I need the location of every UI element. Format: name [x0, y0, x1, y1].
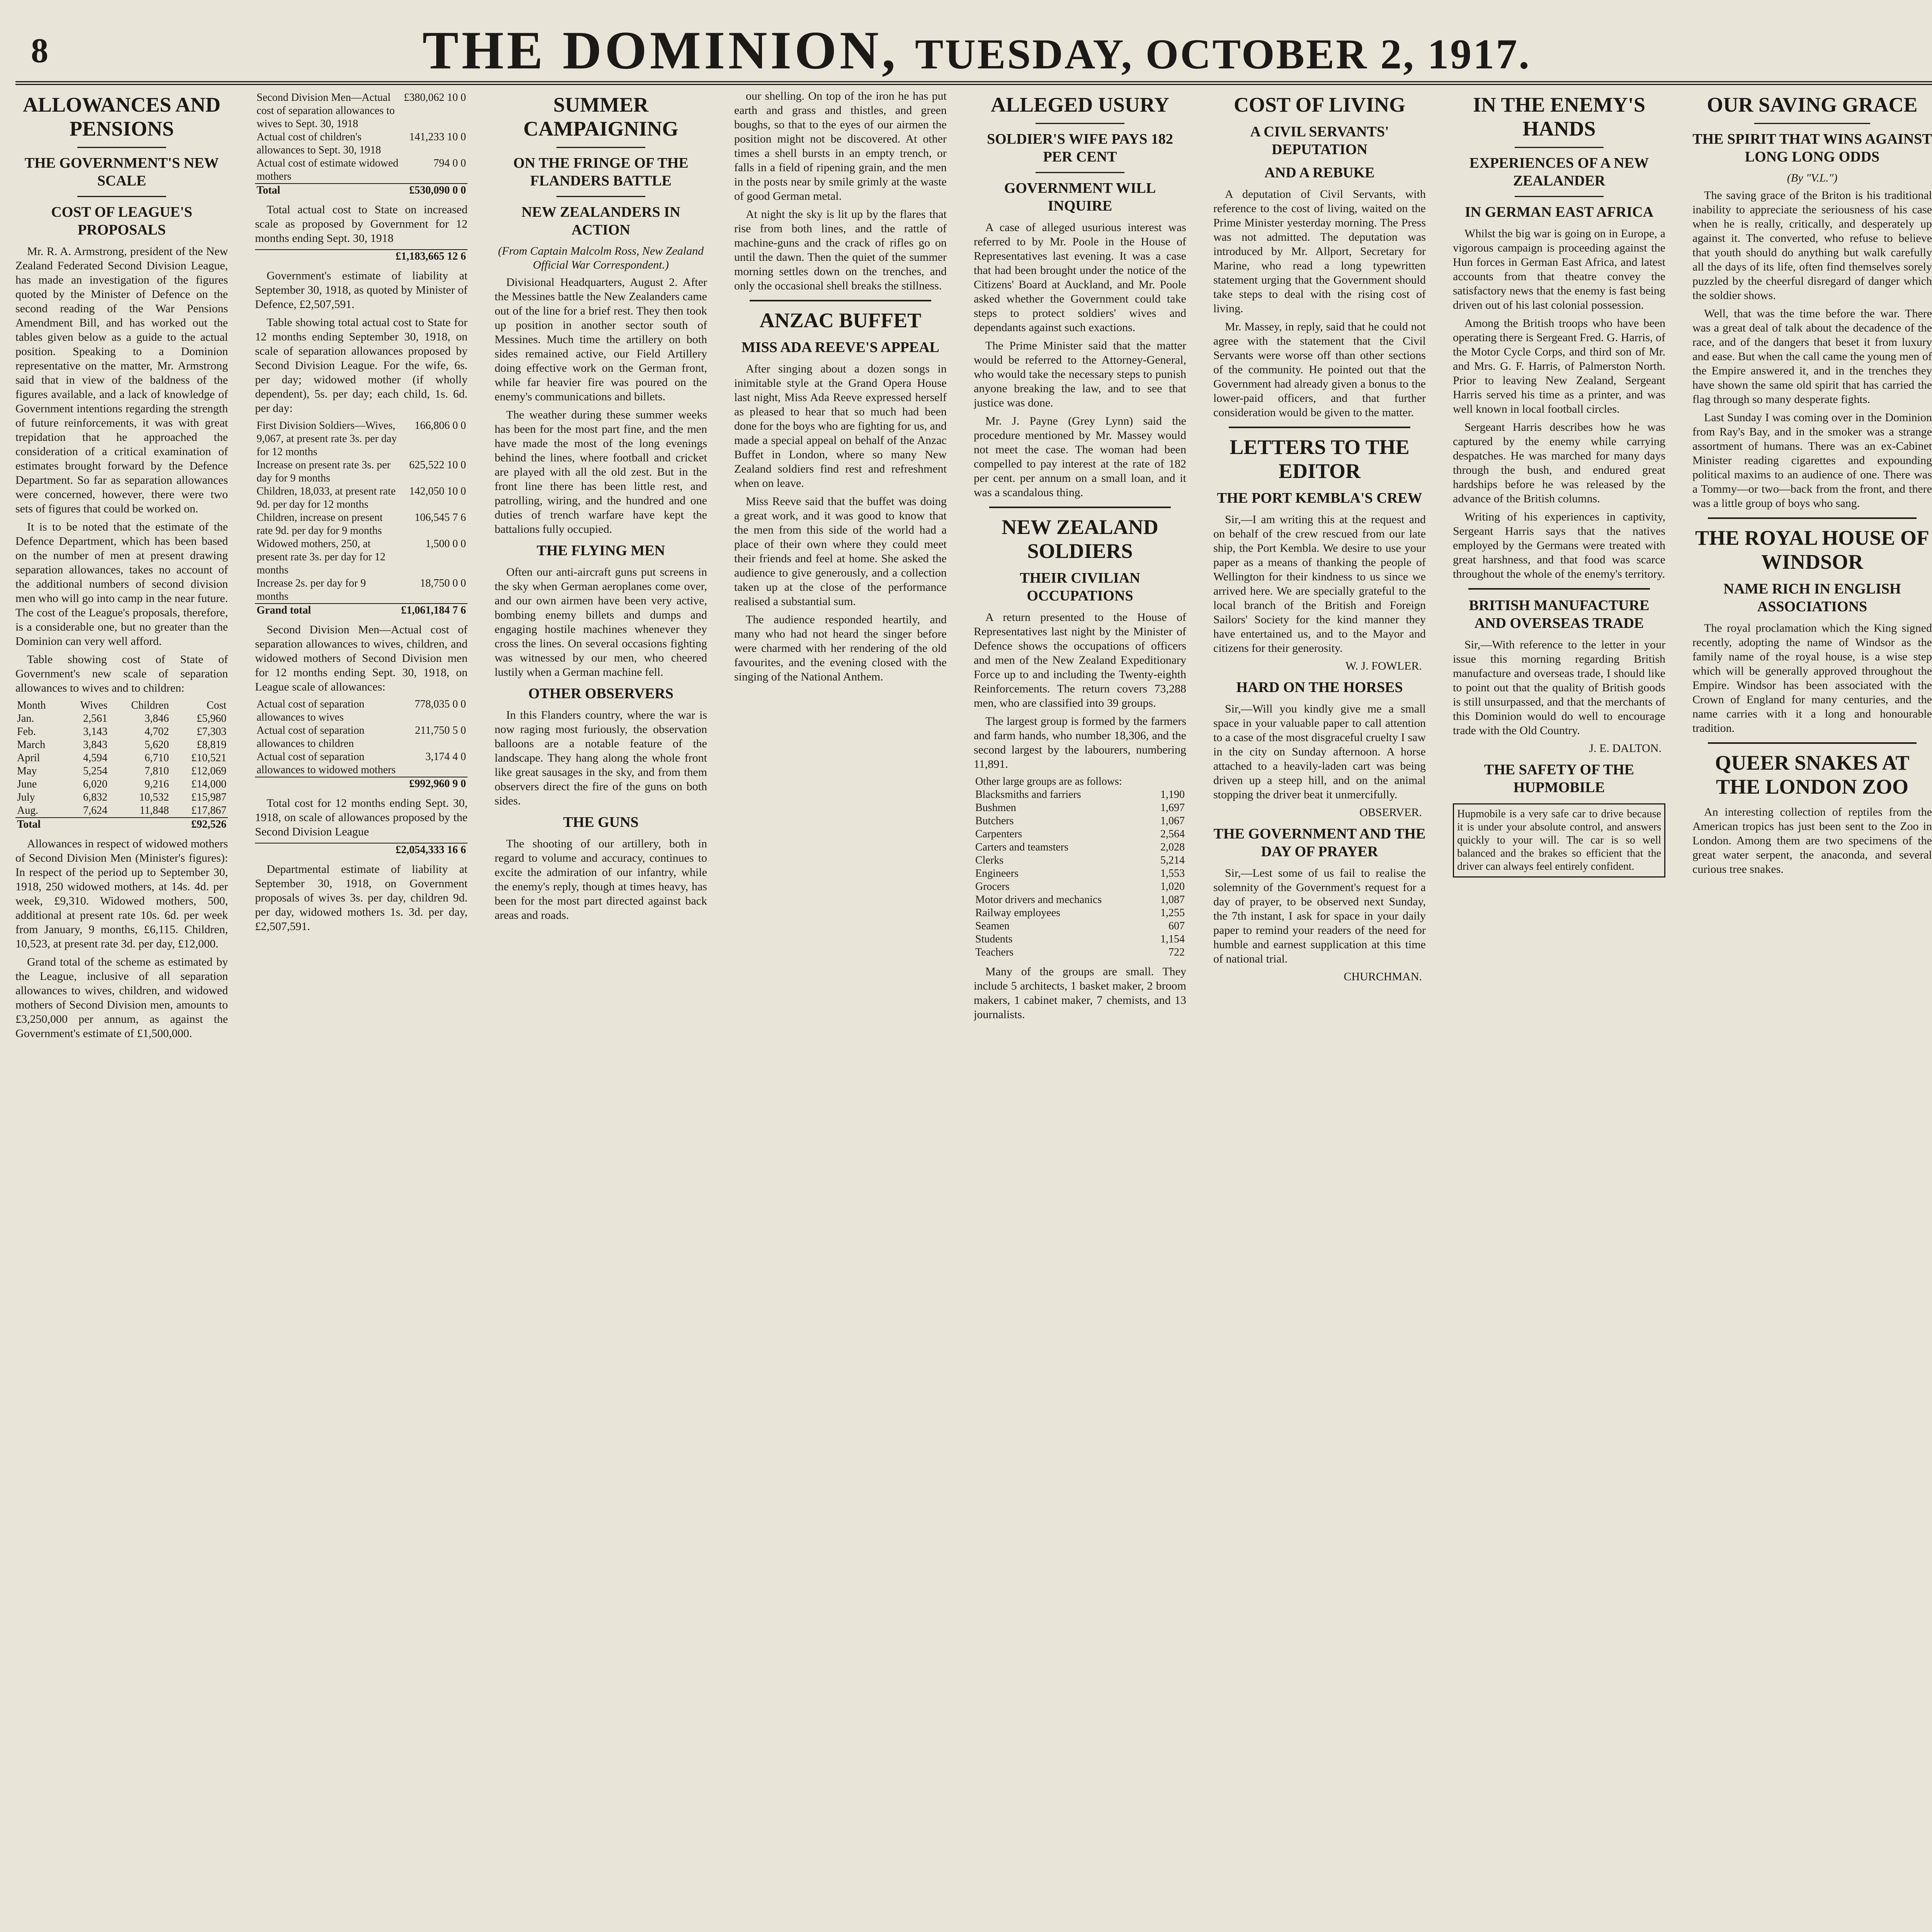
table-cell: 6,020	[83, 778, 108, 790]
column-cost-of-living	[1213, 89, 1426, 1932]
divider	[77, 147, 166, 148]
cost-table	[255, 91, 468, 197]
headline-royal-house: THE ROYAL HOUSE OF WINDSOR	[1695, 526, 1929, 573]
table-header: Children	[131, 699, 169, 711]
table-header: Wives	[80, 699, 108, 711]
article-paragraph: Government's estimate of liability at September 30, 1918, as quoted by Minister of Defence, £2,507,591.	[255, 269, 468, 311]
page-number: 8	[31, 32, 48, 70]
subhead: THE GOVERNMENT AND THE DAY OF PRAYER	[1213, 826, 1426, 860]
table-cell: 7,810	[145, 765, 169, 777]
table-cell: Actual cost of separation allowances to widowed mothers	[257, 751, 396, 776]
table-cell: 2,561	[83, 713, 108, 724]
table-row	[15, 765, 228, 778]
table-cell	[255, 250, 264, 263]
table-cell: £380,062 10 0	[404, 92, 466, 104]
occupations-table	[974, 775, 1186, 959]
divider	[556, 147, 645, 148]
headline-alleged-usury: ALLEGED USURY	[991, 93, 1169, 116]
table-cell: 6,710	[145, 752, 169, 764]
table-row	[255, 511, 468, 537]
divider	[1708, 742, 1917, 744]
divider	[1515, 147, 1604, 148]
letter-paragraph: Sir,—Will you kindly give me a small space in your valuable paper to call attention to a case of the most disgraceful cruelty I saw in the city on Sunday afternoon. A horse attached to a heavily-laden cart was being driven up a steep hill, and on the animal stopping the driver beat it unmercifully.	[1213, 702, 1426, 801]
table-cell: Motor drivers and mechanics	[975, 894, 1102, 906]
table-cell: 106,545 7 6	[415, 512, 466, 524]
allowance-table	[15, 699, 228, 831]
divider	[1754, 123, 1870, 124]
table-cell: Carpenters	[975, 828, 1022, 840]
article-paragraph: Among the British troops who have been operating there is Sergeant Fred. G. Harris, of the Motor Cycle Corps, and third son of Mr. and Mrs. G. F. Harris, of Palmerston North. Prior to leaving New Zealand, Sergeant Harris served his time as a printer, and was well known in local football circles.	[1453, 317, 1665, 415]
table-cell: Blacksmiths and farriers	[975, 789, 1081, 801]
table-row	[255, 577, 468, 604]
table-row	[15, 778, 228, 791]
letter-signature: J. E. DALTON.	[1589, 742, 1662, 755]
headline-nz-soldiers: NEW ZEALAND SOLDIERS	[1002, 515, 1158, 563]
table-row	[255, 459, 468, 485]
article-paragraph: Miss Reeve said that the buffet was doing a great work, and it was good to know that the men from this side of the world had a place of their own where they could meet their friends and feel at home. She asked the audience to give generously, and a collection taken up at the close of the performance realised a substantial sum.	[734, 495, 947, 608]
divider	[1229, 427, 1410, 428]
column-allowance-figures	[255, 89, 468, 1932]
article-paragraph: The largest group is formed by the farmers and farm hands, who number 18,306, and the second largest by the labourers, numbering 11,891.	[974, 715, 1186, 770]
article-paragraph: The Prime Minister said that the matter would be referred to the Attorney-General, who would take the necessary steps to punish anyone breaking the law, and to see that justice was done.	[974, 339, 1186, 409]
article-paragraph: Sergeant Harris describes how he was captured by the enemy while carrying despatches. He was marched for many days through the bush, and endured great hardships before he was released by the advance of the British columns.	[1453, 421, 1665, 505]
table-cell: Actual cost of children's allowances to Sept. 30, 1918	[257, 131, 381, 156]
newspaper-name: THE DOMINION,	[422, 20, 899, 80]
article-paragraph: Many of the groups are small. They include 5 architects, 1 basket maker, 2 broom makers, 1 cabinet maker, 7 chemists, and 13 journalists.	[974, 965, 1186, 1021]
table-row	[974, 933, 1186, 946]
table-cell: Carters and teamsters	[975, 841, 1069, 853]
divider	[1468, 588, 1650, 590]
table-row	[974, 867, 1186, 880]
table-cell: 794 0 0	[434, 157, 466, 169]
article-paragraph: After singing about a dozen songs in inimitable style at the Grand Opera House last night, Miss Ada Reeve expressed herself as pleased to hear that so much had been done for the boys who are fighting for us, and made a special appeal on behalf of the Anzac Buffet in London, where so many New Zealand soldiers find rest and refreshment when on leave.	[734, 362, 947, 490]
letter-signature: W. J. FOWLER.	[1345, 660, 1422, 672]
table-row	[15, 738, 228, 752]
table-cell: 142,050 10 0	[409, 485, 466, 497]
article-paragraph: Writing of his experiences in captivity, Sergeant Harris says that the natives employed by the Germans were treated with great harshness, and that food was scarce throughout the whole of the enemy's territory.	[1453, 510, 1665, 580]
column-alleged-usury	[974, 89, 1186, 1932]
table-row	[974, 788, 1186, 801]
subhead: MISS ADA REEVE'S APPEAL	[741, 339, 940, 355]
article-paragraph: A return presented to the House of Representatives last night by the Minister of Defence shows the occupations of officers and men of the New Zealand Expeditionary Force up to and including the Twenty-eighth Reinforcements. The return covers 73,288 men, who are classified into 39 groups.	[974, 611, 1186, 709]
table-row	[974, 880, 1186, 893]
table-row	[15, 752, 228, 765]
table-row	[15, 725, 228, 738]
table-cell: 7,624	[83, 804, 108, 816]
table-cell: 211,750 5 0	[415, 724, 466, 736]
column-summer-campaigning	[495, 89, 707, 1932]
table-cell: 1,190	[1160, 789, 1185, 801]
article-paragraph: The audience responded heartily, and many who had not heard the singer before were charmed with her rendering of the old favourites, and the evening closed with the singing of the National Anthem.	[734, 613, 947, 683]
table-cell: 625,522 10 0	[409, 459, 466, 471]
table-cell: Jan.	[17, 713, 34, 724]
table-cell: Feb.	[17, 726, 36, 738]
article-paragraph: Well, that was the time before the war. There was a great deal of talk about the decadence of the race, and of the dangers that beset it from luxury and ease. But when the call came the young men of the Empire answered it, and in the trenches they have shown the same old spirit that has carried the flag through so many desperate fights.	[1692, 307, 1932, 406]
divider	[1036, 172, 1124, 173]
table-cell: 722	[1168, 946, 1185, 958]
article-paragraph: Divisional Headquarters, August 2. After the Messines battle the New Zealanders came out of the line for a brief rest. They then took up position in another sector south of Messines. Much time the artillery on both sides remained active, our Field Artillery doing effective work on the German front, while far heavier fire was poured on the enemy's communications and billets.	[495, 276, 707, 403]
table-cell	[255, 777, 408, 791]
subhead: NEW ZEALANDERS IN ACTION	[521, 204, 680, 238]
table-cell: £2,054,333 16 6	[264, 843, 468, 857]
letter-signature: OBSERVER.	[1359, 806, 1422, 819]
table-cell: 1,067	[1160, 815, 1185, 827]
table-cell: 3,843	[83, 739, 108, 751]
article-paragraph: Whilst the big war is going on in Europe, a vigorous campaign is proceeding against the Hun forces in German East Africa, and latest accounts from that theatre convey the satisfactory news that the enemy is fast being driven out of his last colonial possession.	[1453, 227, 1665, 311]
table-cell: Bushmen	[975, 802, 1016, 814]
table-header: Month	[17, 699, 46, 711]
headline-enemy-hands: IN THE ENEMY'S HANDS	[1473, 93, 1646, 140]
table-row	[974, 946, 1186, 959]
table-row	[15, 712, 228, 725]
table-row	[974, 775, 1186, 788]
table-row	[974, 906, 1186, 920]
subhead: BRITISH MANUFACTURE AND OVERSEAS TRADE	[1469, 597, 1650, 631]
table-cell: £10,521	[191, 752, 226, 764]
table-row	[255, 131, 468, 157]
table-cell: £8,819	[197, 739, 226, 751]
article-paragraph: In this Flanders country, where the war is now raging most furiously, the observation balloons are a notable feature of the landscape. They hang along the whole front like great sausages in the sky, and from them observers direct the fire of the guns on both sides.	[495, 709, 707, 807]
article-paragraph: Grand total of the scheme as estimated by the League, inclusive of all separation allowances to wives, children, and widowed mothers of Second Division men, amounts to £3,250,000 per annum, as against the Government's estimate of £1,500,000.	[15, 956, 228, 1040]
table-cell: £1,183,665 12 6	[264, 250, 468, 263]
table-cell: Actual cost of separation allowances to wives	[257, 698, 365, 723]
subhead: THEIR CIVILIAN OCCUPATIONS	[1020, 570, 1140, 604]
table-total-row	[255, 184, 468, 197]
table-cell: £17,867	[191, 804, 226, 816]
table-cell: £992,960 9 0	[408, 777, 468, 791]
headline-saving-grace: OUR SAVING GRACE	[1707, 93, 1918, 116]
table-row	[15, 791, 228, 804]
article-paragraph: Table showing cost of State of Government's new scale of separation allowances to wives and to children:	[15, 653, 228, 694]
table-cell: Engineers	[975, 867, 1019, 879]
headline-anzac-buffet: ANZAC BUFFET	[759, 309, 922, 332]
table-cell: 1,553	[1160, 867, 1185, 879]
article-paragraph: Mr. Massey, in reply, said that he could not agree with the statement that the Civil Servants were worse off than other sections of the community. He pointed out that the Government had already given a bonus to the lower-paid officers, and that further consideration would be given to the matter.	[1213, 320, 1426, 419]
divider	[1036, 123, 1124, 124]
table-cell: May	[17, 765, 37, 777]
subhead: AND A REBUKE	[1264, 165, 1375, 181]
table-cell: 2,564	[1160, 828, 1185, 840]
table-cell: £15,987	[191, 791, 226, 803]
article-paragraph: The shooting of our artillery, both in regard to volume and accuracy, continues to excite the admiration of our infantry, while the enemy's reply, though at times heavy, has been for the most part directed against back areas and roads.	[495, 837, 707, 922]
divider	[77, 196, 166, 197]
column-allowances	[15, 89, 228, 1932]
article-paragraph: Second Division Men—Actual cost of separation allowances to wives, children, and widowed mothers of Second Division men for 12 months ending Sept. 30, 1918, on League scale of allowances:	[255, 623, 468, 693]
article-paragraph: A case of alleged usurious interest was referred to by Mr. Poole in the House of Representatives last evening. It was a case that had been brought under the notice of the Citizens' Board at Auckland, and Mr. Poole asked whether the Government could take steps to protect soldiers' wives and dependants against such exactions.	[974, 221, 1186, 334]
article-paragraph: Mr. R. A. Armstrong, president of the New Zealand Federated Second Division League, has made an investigation of the figures quoted by the Minister of Defence on the second reading of the War Pensions Amendment Bill, and has worked out the tables given below as a guide to the actual position. Speaking to a Dominion representative on the matter, Mr. Armstrong said that in view of the baldness of the figures available, and a lack of knowledge of Government intentions regarding the strength of future reinforcements, it was with great trepidation that he approached the consideration of a critical examination of estimates brought forward by the Defence Department. So far as separation allowances were concerned, however, there were two sets of figures that could be worked on.	[15, 245, 228, 515]
letter-paragraph: Sir,—Lest some of us fail to realise the solemnity of the Government's request for a day of prayer, to be observed next Sunday, the 7th instant, I ask for space in your daily paper to remind your readers of the need for humble and earnest supplication at this time of national trial.	[1213, 867, 1426, 965]
table-total-row	[15, 818, 228, 831]
table-cell: June	[17, 778, 37, 790]
table-cell: 1,087	[1160, 894, 1185, 906]
article-paragraph: The saving grace of the Briton is his traditional inability to appreciate the seriousness of his case when he is really, critically, and desperately up against it. The converted, who refuse to believe that youth should do anything but walk carefully all the days of its life, often find themselves sorely puzzled by the cheerful disregard of danger which the soldier shows.	[1692, 189, 1932, 302]
table-row	[255, 537, 468, 577]
table-cell: Railway employees	[975, 907, 1061, 919]
table-cell: 5,254	[83, 765, 108, 777]
article-paragraph: Table showing total actual cost to State for 12 months ending September 30, 1918, on scale of separation allowances proposed by Second Division League. For the wife, 6s. per day; widowed mother (if wholly dependent), 5s. per day; each child, 1s. 6d. per day:	[255, 316, 468, 415]
table-cell: Widowed mothers, 250, at present rate 3s. per day for 12 months	[257, 538, 386, 576]
table-total-row	[255, 604, 468, 617]
table-header: Cost	[206, 699, 226, 711]
table-total-row	[255, 250, 468, 263]
table-row	[974, 828, 1186, 841]
table-cell: Teachers	[975, 946, 1014, 958]
table-cell: First Division Soldiers—Wives, 9,067, at present rate 3s. per day for 12 months	[257, 420, 397, 458]
letter-signature: CHURCHMAN.	[1344, 970, 1422, 983]
headline-letters: LETTERS TO THE EDITOR	[1230, 435, 1410, 483]
table-header-row	[15, 699, 228, 712]
divider	[556, 196, 645, 197]
table-cell: £5,960	[197, 713, 226, 724]
column-enemy-hands	[1453, 89, 1665, 1932]
subhead: THE GUNS	[563, 814, 639, 830]
table-cell: 1,255	[1160, 907, 1185, 919]
article-paragraph: At night the sky is lit up by the flares that rise from both lines, and the rattle of machine-guns and the crack of rifles go on until the dawn. Then the quiet of the summer morning settles down on the trenches, and only the occasional shell breaks the stillness.	[734, 208, 947, 292]
table-total-row	[255, 843, 468, 857]
subhead: OTHER OBSERVERS	[528, 685, 673, 702]
table-cell	[255, 843, 264, 857]
table-cell: Increase on present rate 3s. per day for 9 months	[257, 459, 391, 484]
article-paragraph: The royal proclamation which the King signed recently, adopting the name of Windsor as the family name of the royal house, is a wise step which will be generally approved throughout the Empire. Windsor has been associated with the Crown of England for many centuries, and the name carries with it a long and honourable tradition.	[1692, 622, 1932, 735]
divider	[989, 507, 1171, 508]
issue-date: TUESDAY, OCTOBER 2, 1917.	[915, 31, 1531, 78]
table-cell: April	[17, 752, 40, 764]
cost-table	[255, 698, 468, 791]
subhead: COST OF LEAGUE'S PROPOSALS	[51, 204, 192, 238]
table-cell: £1,061,184 7 6	[400, 604, 468, 617]
table-cell: March	[17, 739, 46, 751]
letter-paragraph: Sir,—With reference to the letter in your issue this morning regarding British manufacture and overseas trade, I should like to point out that the quality of British goods is still unsurpassed, and that the merchants of this Dominion would do well to encourage trade with the Old Country.	[1453, 638, 1665, 737]
table-cell: Actual cost of separation allowances to children	[257, 724, 365, 750]
table-cell: Total	[15, 818, 63, 831]
headline-allowances: ALLOWANCES AND PENSIONS	[23, 93, 221, 140]
letter-paragraph: Sir,—I am writing this at the request and on behalf of the crew rescued from our late ship, the Port Kembla. We desire to use your paper as a means of thanking the people of Wellington for their kindness to us since we arrived here. We are specially grateful to the local branch of the British and Foreign Sailors' Society for the kind manner they have entertained us, and to the Mayor and citizens for their generosity.	[1213, 513, 1426, 655]
subhead: THE PORT KEMBLA'S CREW	[1217, 490, 1422, 506]
table-cell: Grand total	[255, 604, 400, 617]
article-paragraph: Mr. J. Payne (Grey Lynn) said the procedure mentioned by Mr. Massey would not meet the case. The woman had been compelled to pay interest at the rate of 182 per cent. per annum on a small loan, and it was a scandalous thing.	[974, 415, 1186, 499]
cost-table	[255, 249, 468, 263]
table-total-row	[255, 777, 468, 791]
table-cell: 607	[1168, 920, 1185, 932]
table-cell: Grocers	[975, 881, 1010, 893]
article-paragraph: Total actual cost to State on increased scale as proposed by Government for 12 months ending Sept. 30, 1918	[255, 203, 468, 245]
table-cell: Total	[255, 184, 402, 197]
article-paragraph: Allowances in respect of widowed mothers of Second Division Men (Minister's figures): In respect of the period up to September 30, 1918, 250 widowed mothers, at 14s. 4d. per week, £9,310. Widowed mothers, 500, additional at present rate 10s. 6d. per week from January, 9 months, £6,115. Children, 10,523, at present rate 3d. per day, £12,000.	[15, 837, 228, 950]
table-cell: 18,750 0 0	[420, 577, 466, 589]
table-row	[255, 698, 468, 724]
divider	[1708, 517, 1917, 519]
article-paragraph: It is to be noted that the estimate of the Defence Department, which has been based on the number of men at present drawing separation allowances, takes no account of the additional numbers of second division men who will go into camp in the near future. The cost of the League's proposals, therefore, is a considerable one, but no greater than the Dominion can very well afford.	[15, 520, 228, 648]
table-cell: 3,174 4 0	[425, 751, 466, 763]
table-cell: Seamen	[975, 920, 1010, 932]
article-paragraph: Total cost for 12 months ending Sept. 30, 1918, on scale of allowances proposed by the Second Division League	[255, 797, 468, 838]
subhead: NAME RICH IN ENGLISH ASSOCIATIONS	[1723, 581, 1901, 615]
table-cell: July	[17, 791, 35, 803]
table-cell: Clerks	[975, 854, 1004, 866]
table-cell: £14,000	[191, 778, 226, 790]
advertisement: Hupmobile is a very safe car to drive because it is under your absolute control, and answers quickly to your will. The car is so well balanced and the brakes so efficient that the driver can always feel entirely confident.	[1453, 803, 1665, 878]
table-cell: 141,233 10 0	[409, 131, 466, 143]
subhead: EXPERIENCES OF A NEW ZEALANDER	[1469, 155, 1649, 189]
article-paragraph: A deputation of Civil Servants, with reference to the cost of living, waited on the Prime Minister yesterday morning. The Press was not admitted. The deputation was introduced by Mr. Allport, Secretary for Marine, who read a long typewritten statement urging that the Government should take steps to deal with the rising cost of living.	[1213, 188, 1426, 315]
table-row	[255, 485, 468, 511]
table-cell: Other large groups are as follows:	[975, 776, 1122, 787]
table-row	[255, 419, 468, 459]
subhead: GOVERNMENT WILL INQUIRE	[1004, 180, 1156, 214]
subhead: THE SPIRIT THAT WINS AGAINST LONG LONG ODDS	[1692, 131, 1932, 165]
article-paragraph: The weather during these summer weeks has been for the most part fine, and the men have made the most of the long evenings behind the lines, where football and cricket are played with all the old zest. But in the front line there has been little rest, and patrolling, wiring, and the hundred and one duties of trench warfare have kept the battalions fully occupied.	[495, 408, 707, 536]
table-cell: Increase 2s. per day for 9 months	[257, 577, 366, 602]
subhead: THE FLYING MEN	[536, 543, 665, 559]
headline-queer-snakes: QUEER SNAKES AT THE LONDON ZOO	[1715, 751, 1910, 798]
table-cell: 1,697	[1160, 802, 1185, 814]
table-row	[255, 724, 468, 750]
table-cell: 5,620	[145, 739, 169, 751]
table-cell: 3,143	[83, 726, 108, 738]
subhead: IN GERMAN EAST AFRICA	[1464, 204, 1654, 220]
article-paragraph: An interesting collection of reptiles from the American tropics has just been sent to the Zoo in London. Among them are two specimens of the great water serpent, the anaconda, and several curious tree snakes.	[1692, 806, 1932, 876]
cost-table	[255, 843, 468, 857]
subhead: THE SAFETY OF THE HUPMOBILE	[1484, 762, 1634, 796]
table-cell: 778,035 0 0	[415, 698, 466, 710]
column-saving-grace	[1692, 89, 1932, 1932]
table-cell: Aug.	[17, 804, 39, 816]
table-cell: 166,806 0 0	[415, 420, 466, 432]
table-cell	[63, 818, 109, 831]
table-cell: 4,702	[145, 726, 169, 738]
table-cell: 4,594	[83, 752, 108, 764]
subhead: SOLDIER'S WIFE PAYS 182 PER CENT	[987, 131, 1173, 165]
table-row	[974, 893, 1186, 906]
cost-table	[255, 419, 468, 617]
table-cell: 2,028	[1160, 841, 1185, 853]
table-cell: 1,154	[1160, 933, 1185, 945]
table-cell: 1,020	[1160, 881, 1185, 893]
table-cell: 3,846	[145, 713, 169, 724]
table-cell: Actual cost of estimate widowed mothers	[257, 157, 399, 182]
table-row	[255, 91, 468, 131]
table-cell: Children, 18,033, at present rate 9d. per day for 12 months	[257, 485, 396, 510]
headline-cost-of-living: COST OF LIVING	[1233, 93, 1406, 116]
subhead: THE GOVERNMENT'S NEW SCALE	[24, 155, 219, 189]
table-cell: £7,303	[197, 726, 226, 738]
subhead: HARD ON THE HORSES	[1236, 679, 1403, 696]
table-cell: 6,832	[83, 791, 108, 803]
article-paragraph: Often our anti-aircraft guns put screens in the sky when German aeroplanes come over, and our own airmen have been very active, bombing enemy billets and dumps and engaging hostile machines whenever they cross the lines. On several occasions fighting was witnessed by our men, who cheered lustily when a German machine fell.	[495, 566, 707, 679]
article-paragraph: our shelling. On top of the iron he has put earth and grass and thistles, and green boughs, so that to the eyes of our airmen the position might not be discovered. At other times a shell bursts in an empty trench, or falls in a field of ripening grain, and the men in the posts near by smile grimly at the waste of good German metal.	[734, 90, 947, 202]
table-row	[15, 804, 228, 818]
table-cell: Butchers	[975, 815, 1014, 827]
table-row	[974, 801, 1186, 815]
table-cell: 5,214	[1160, 854, 1185, 866]
article-paragraph: Last Sunday I was coming over in the Dominion from Ray's Bay, and in the smoker was a strange assortment of humans. There was an ex-Cabinet Minister reading cigarettes and expounding political maxims to an audience of one. There was a Tommy—or two—back from the front, and there was a little group of boys who sang.	[1692, 411, 1932, 510]
masthead	[15, 15, 1932, 85]
table-cell: £530,090 0 0	[402, 184, 468, 197]
table-cell	[109, 818, 170, 831]
table-cell: Children, increase on present rate 9d. per day for 9 months	[257, 512, 383, 537]
table-cell: 1,500 0 0	[425, 538, 466, 550]
subhead: ON THE FRINGE OF THE FLANDERS BATTLE	[513, 155, 689, 189]
table-cell: £12,069	[191, 765, 226, 777]
table-cell: £92,526	[170, 818, 228, 831]
table-row	[974, 854, 1186, 867]
table-cell: Students	[975, 933, 1013, 945]
table-cell: 11,848	[139, 804, 169, 816]
column-anzac-buffet	[734, 89, 947, 1932]
headline-summer-campaigning: SUMMER CAMPAIGNING	[523, 93, 679, 140]
table-row	[974, 920, 1186, 933]
table-row	[255, 157, 468, 184]
table-row	[974, 841, 1186, 854]
divider	[1515, 196, 1604, 197]
table-cell	[1153, 775, 1186, 788]
divider	[750, 300, 931, 301]
article-paragraph: Departmental estimate of liability at September 30, 1918, on Government proposals of wives 3s. per day, children 9d. per day, widowed mothers 1s. 3d. per day, £2,507,591.	[255, 863, 468, 933]
table-cell: 10,532	[139, 791, 169, 803]
subhead: A CIVIL SERVANTS' DEPUTATION	[1250, 124, 1389, 158]
byline: (From Captain Malcolm Ross, New Zealand Official War Correspondent.)	[498, 245, 704, 271]
table-row	[974, 815, 1186, 828]
table-cell: Second Division Men—Actual cost of separation allowances to wives to Sept. 30, 1918	[257, 92, 395, 130]
table-cell: 9,216	[145, 778, 169, 790]
byline: (By "V.L.")	[1787, 172, 1838, 184]
newspaper-title	[15, 19, 1932, 82]
table-row	[255, 750, 468, 777]
